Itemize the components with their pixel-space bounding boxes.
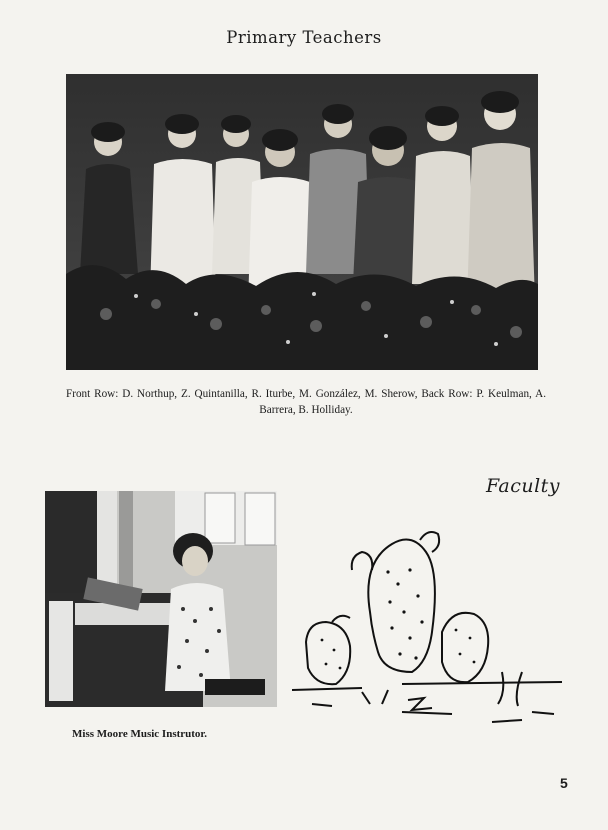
cactus-drawing (292, 522, 572, 732)
page-number: 5 (560, 775, 568, 791)
faculty-label: Faculty (486, 475, 561, 497)
music-teacher-photo (45, 491, 277, 707)
teachers-caption: Front Row: D. Northup, Z. Quintanilla, R. Iturbe, M. González, M. Sherow, Back Row: P. Keulman, A. Barrera, B. Holliday. (66, 388, 546, 416)
music-teacher-caption: Miss Moore Music Instrutor. (72, 728, 208, 740)
teachers-photo (66, 74, 538, 370)
page-title: Primary Teachers (226, 28, 382, 47)
